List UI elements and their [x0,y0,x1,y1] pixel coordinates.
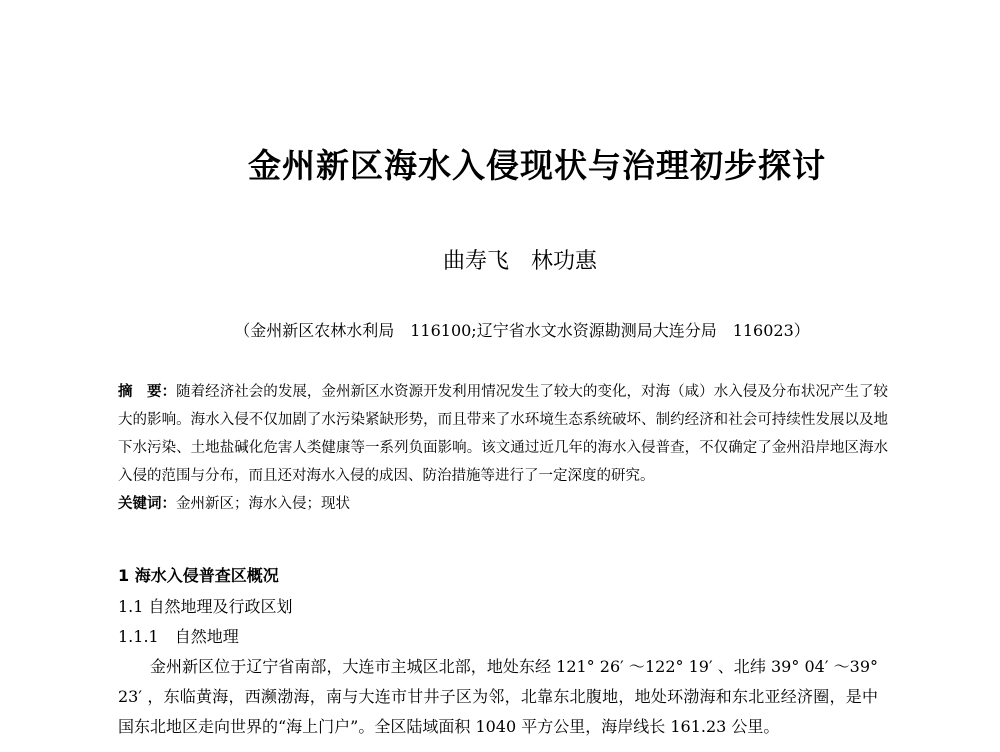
section-heading-1-1: 1.1 自然地理及行政区划 [118,597,293,616]
abstract [118,378,888,490]
author-name: 曲寿飞 [442,249,509,274]
affiliation: （金州新区农林水利局 116100;辽宁省水文水资源勘测局大连分局 116023） [234,321,810,340]
body-paragraph: 金州新区位于辽宁省南部，大连市主城区北部，地处东经 121° 26′ ～122° 19′ 、北纬 39° 04′ ～39° 23′ ，东临黄海，西濒渤海，南与大连市甘井子区为邻，北靠东北腹地，地处环渤海和东北亚经济圈，是中国东北地区走向世界的“海上门户”。全区陆域面积 1040 平方公里，海岸线长 161.23 公里。 [118,657,878,736]
keywords [118,492,350,513]
section-heading-1: 1 海水入侵普查区概况 [118,566,279,585]
keywords-text: 金州新区；海水入侵；现状 [176,496,350,512]
abstract-label: 摘 要： [118,384,177,400]
author-line [0,244,1000,275]
keywords-label: 关键词： [118,496,176,512]
abstract-text: 随着经济社会的发展，金州新区水资源开发利用情况发生了较大的变化，对海（咸）水入侵及分布状况产生了较大的影响。海水入侵不仅加剧了水污染紧缺形势，而且带来了水环境生态系统破坏、制约经济和社会可持续性发展以及地下水污染、土地盐碱化危害人类健康等一系列负面影响。该文通过近几年的海水入侵普查，不仅确定了金州沿岸地区海水入侵的范围与分布，而且还对海水入侵的成因、防治措施等进行了一定深度的研究。 [118,384,889,484]
paper-title: 金州新区海水入侵现状与治理初步探讨 [248,146,826,185]
section-heading-1-1-1: 1.1.1 自然地理 [118,627,239,646]
author-name: 林功惠 [531,249,598,274]
